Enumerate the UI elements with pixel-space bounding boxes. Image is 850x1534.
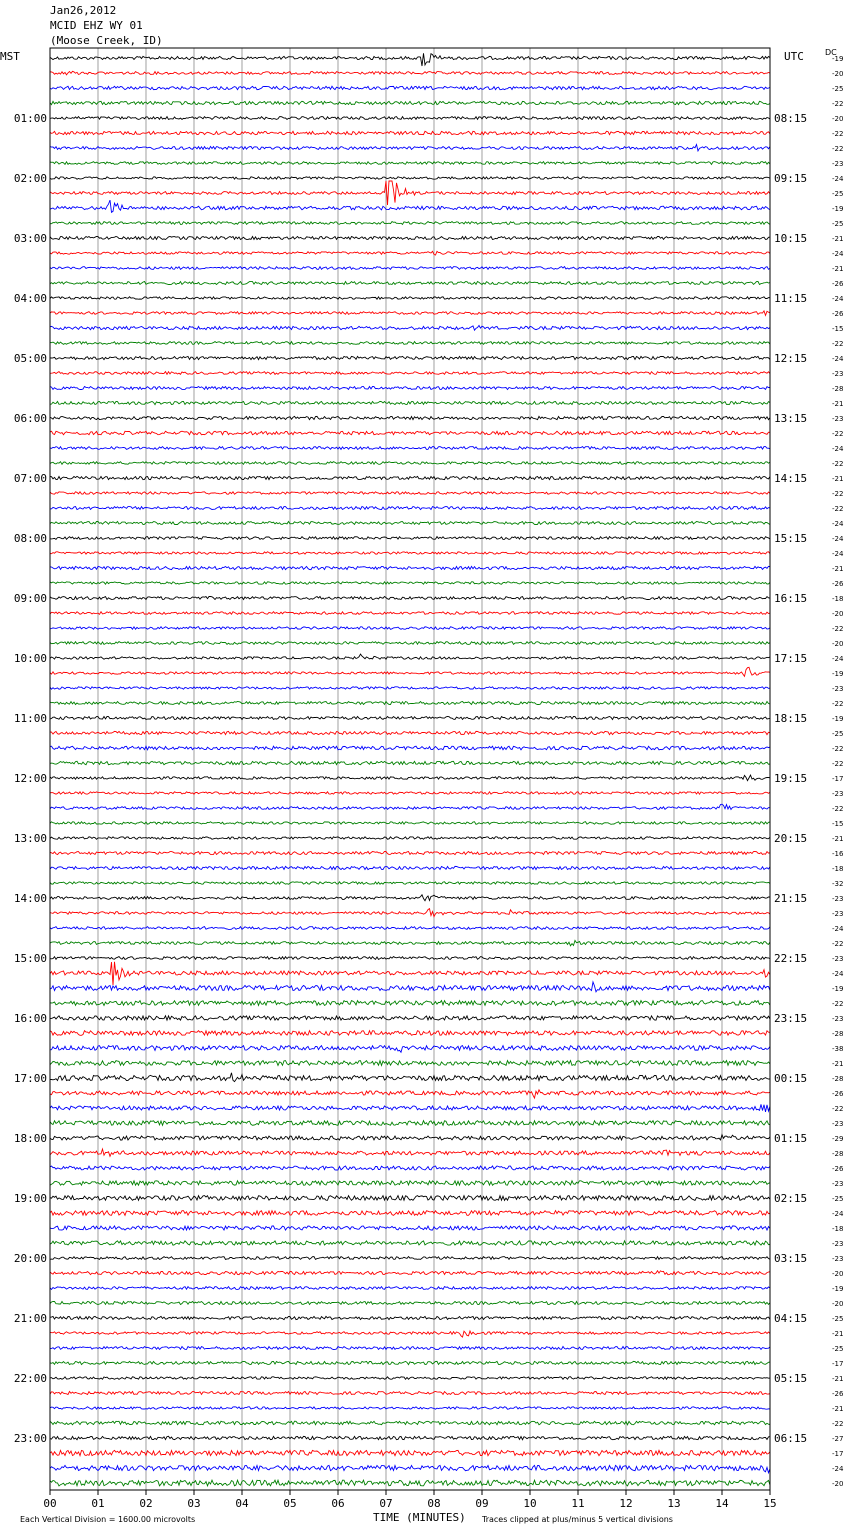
dc-offset: -17 xyxy=(832,1450,844,1458)
dc-offset: -22 xyxy=(832,625,844,633)
dc-offset: -22 xyxy=(832,460,844,468)
dc-offset: -24 xyxy=(832,250,844,258)
x-tick-label: 12 xyxy=(619,1497,633,1510)
dc-offset: -22 xyxy=(832,940,844,948)
mst-hour-label: 22:00 xyxy=(13,1372,47,1385)
seismic-trace xyxy=(50,1287,770,1290)
seismic-trace xyxy=(50,1392,770,1395)
seismic-trace xyxy=(50,267,770,270)
dc-offset: -25 xyxy=(832,730,844,738)
seismic-trace xyxy=(50,1361,770,1364)
seismic-trace xyxy=(50,1465,770,1472)
seismic-trace xyxy=(50,1271,770,1275)
seismic-trace xyxy=(50,1149,770,1156)
seismic-trace xyxy=(50,200,770,212)
seismic-trace xyxy=(50,1316,770,1319)
dc-offset: -21 xyxy=(832,235,844,243)
seismic-trace xyxy=(50,237,770,240)
seismic-trace xyxy=(50,462,770,465)
utc-hour-label: 22:15 xyxy=(774,952,808,965)
mst-hour-label: 15:00 xyxy=(13,952,47,965)
dc-offset: -23 xyxy=(832,370,844,378)
x-tick-label: 00 xyxy=(43,1497,57,1510)
seismic-trace xyxy=(50,1181,770,1185)
seismic-trace xyxy=(50,1090,770,1098)
x-tick-label: 05 xyxy=(283,1497,297,1510)
dc-offset: -22 xyxy=(832,430,844,438)
utc-hour-label: 04:15 xyxy=(774,1312,808,1325)
seismic-trace xyxy=(50,372,770,375)
seismic-trace xyxy=(50,1031,770,1036)
dc-offset: -21 xyxy=(832,1405,844,1413)
dc-offset: -23 xyxy=(832,895,844,903)
dc-offset: -22 xyxy=(832,1105,844,1113)
dc-offset: -22 xyxy=(832,490,844,498)
seismic-trace xyxy=(50,71,770,75)
utc-hour-label: 10:15 xyxy=(774,232,808,245)
utc-hour-label: 00:15 xyxy=(774,1072,808,1085)
dc-offset: -15 xyxy=(832,820,844,828)
utc-label: UTC xyxy=(784,50,804,63)
seismic-trace xyxy=(50,642,770,645)
x-tick-label: 08 xyxy=(427,1497,441,1510)
clip-note: Traces clipped at plus/minus 5 vertical divisions xyxy=(482,1515,673,1524)
seismic-trace xyxy=(50,162,770,165)
mst-hour-label: 07:00 xyxy=(13,472,47,485)
dc-offset: -23 xyxy=(832,1015,844,1023)
seismic-trace xyxy=(50,940,770,945)
utc-hour-label: 11:15 xyxy=(774,292,808,305)
dc-offset: -23 xyxy=(832,1180,844,1188)
seismic-trace xyxy=(50,1331,770,1337)
mst-hour-label: 03:00 xyxy=(13,232,47,245)
dc-offset: -23 xyxy=(832,685,844,693)
dc-offset: -21 xyxy=(832,475,844,483)
seismic-trace xyxy=(50,311,770,316)
seismic-trace xyxy=(50,1257,770,1260)
seismic-trace xyxy=(50,447,770,450)
seismic-trace xyxy=(50,746,770,750)
seismic-trace xyxy=(50,851,770,854)
mst-hour-label: 19:00 xyxy=(13,1192,47,1205)
mst-hour-label: 14:00 xyxy=(13,892,47,905)
dc-offset: -28 xyxy=(832,1075,844,1083)
utc-hour-label: 09:15 xyxy=(774,172,808,185)
mst-hour-label: 06:00 xyxy=(13,412,47,425)
seismic-trace xyxy=(50,667,770,676)
seismic-trace xyxy=(50,822,770,825)
dc-offset: -23 xyxy=(832,160,844,168)
dc-offset: -21 xyxy=(832,400,844,408)
seismic-trace xyxy=(50,1196,770,1201)
dc-offset: -20 xyxy=(832,1480,844,1488)
seismic-trace xyxy=(50,416,770,419)
dc-offset: -21 xyxy=(832,835,844,843)
seismic-trace xyxy=(50,131,770,134)
dc-offset: -25 xyxy=(832,1195,844,1203)
station-location: (Moose Creek, ID) xyxy=(50,34,163,47)
x-tick-label: 15 xyxy=(763,1497,777,1510)
seismic-trace xyxy=(50,792,770,794)
seismic-trace xyxy=(50,342,770,345)
utc-hour-label: 17:15 xyxy=(774,652,808,665)
utc-hour-label: 21:15 xyxy=(774,892,808,905)
seismic-trace xyxy=(50,1211,770,1216)
seismic-trace xyxy=(50,1046,770,1053)
seismic-trace xyxy=(50,775,770,781)
seismic-trace xyxy=(50,222,770,225)
seismic-trace xyxy=(50,1001,770,1006)
dc-offset: -21 xyxy=(832,1375,844,1383)
mst-hour-label: 12:00 xyxy=(13,772,47,785)
seismic-trace xyxy=(50,582,770,584)
x-tick-label: 03 xyxy=(187,1497,201,1510)
seismic-trace xyxy=(50,1377,770,1380)
dc-offset: -17 xyxy=(832,1360,844,1368)
seismic-trace xyxy=(50,1166,770,1170)
dc-offset: -24 xyxy=(832,970,844,978)
mst-hour-label: 08:00 xyxy=(13,532,47,545)
utc-hour-label: 13:15 xyxy=(774,412,808,425)
dc-offset: -24 xyxy=(832,1465,844,1473)
station-code: MCID EHZ WY 01 xyxy=(50,19,143,32)
dc-offset: -24 xyxy=(832,355,844,363)
utc-hour-label: 08:15 xyxy=(774,112,808,125)
dc-offset: -26 xyxy=(832,310,844,318)
dc-offset: -26 xyxy=(832,580,844,588)
seismic-trace xyxy=(50,476,770,479)
dc-offset: -25 xyxy=(832,1315,844,1323)
mst-label: MST xyxy=(0,50,20,63)
dc-offset: -23 xyxy=(832,910,844,918)
seismic-trace xyxy=(50,1421,770,1425)
dc-offset: -19 xyxy=(832,205,844,213)
seismic-trace xyxy=(50,1016,770,1020)
dc-offset: -22 xyxy=(832,505,844,513)
seismic-trace xyxy=(50,731,770,734)
dc-offset: -25 xyxy=(832,220,844,228)
dc-offset: -23 xyxy=(832,1240,844,1248)
dc-offset: -26 xyxy=(832,1090,844,1098)
utc-hour-label: 20:15 xyxy=(774,832,808,845)
dc-offset: -28 xyxy=(832,1150,844,1158)
dc-offset: -22 xyxy=(832,745,844,753)
seismic-trace xyxy=(50,982,770,992)
seismic-trace xyxy=(50,1241,770,1245)
seismic-trace xyxy=(50,962,770,985)
dc-offset: -28 xyxy=(832,1030,844,1038)
dc-offset: -28 xyxy=(832,385,844,393)
dc-offset: -32 xyxy=(832,880,844,888)
seismic-trace xyxy=(50,297,770,299)
seismic-trace xyxy=(50,866,770,869)
dc-offset: -23 xyxy=(832,415,844,423)
utc-hour-label: 12:15 xyxy=(774,352,808,365)
dc-offset: -22 xyxy=(832,1420,844,1428)
dc-offset: -24 xyxy=(832,535,844,543)
dc-offset: -27 xyxy=(832,1435,844,1443)
dc-offset: -22 xyxy=(832,145,844,153)
dc-offset: -22 xyxy=(832,130,844,138)
utc-hour-label: 03:15 xyxy=(774,1252,808,1265)
dc-offset: -21 xyxy=(832,1060,844,1068)
dc-offset: -24 xyxy=(832,550,844,558)
dc-offset: -21 xyxy=(832,565,844,573)
seismic-trace xyxy=(50,1104,770,1112)
mst-hour-label: 18:00 xyxy=(13,1132,47,1145)
dc-offset: -16 xyxy=(832,850,844,858)
dc-offset: -20 xyxy=(832,640,844,648)
seismic-trace xyxy=(50,687,770,689)
seismic-trace xyxy=(50,401,770,404)
seismic-trace xyxy=(50,654,770,659)
dc-offset: -15 xyxy=(832,325,844,333)
dc-offset: -25 xyxy=(832,190,844,198)
utc-hour-label: 05:15 xyxy=(774,1372,808,1385)
seismic-trace xyxy=(50,927,770,930)
seismic-trace xyxy=(50,522,770,525)
seismic-trace xyxy=(50,356,770,359)
seismic-trace xyxy=(50,177,770,179)
dc-offset: -18 xyxy=(832,595,844,603)
utc-hour-label: 01:15 xyxy=(774,1132,808,1145)
x-tick-label: 02 xyxy=(139,1497,153,1510)
mst-hour-label: 21:00 xyxy=(13,1312,47,1325)
mst-hour-label: 02:00 xyxy=(13,172,47,185)
mst-hour-label: 11:00 xyxy=(13,712,47,725)
utc-hour-label: 16:15 xyxy=(774,592,808,605)
mst-hour-label: 01:00 xyxy=(13,112,47,125)
dc-offset: -24 xyxy=(832,295,844,303)
dc-offset: -24 xyxy=(832,925,844,933)
utc-hour-label: 15:15 xyxy=(774,532,808,545)
dc-offset: -29 xyxy=(832,1135,844,1143)
x-tick-label: 06 xyxy=(331,1497,345,1510)
plot-date: Jan26,2012 xyxy=(50,4,117,17)
x-tick-label: 09 xyxy=(475,1497,489,1510)
dc-offset: -20 xyxy=(832,1300,844,1308)
dc-offset: -24 xyxy=(832,175,844,183)
dc-offset: -23 xyxy=(832,955,844,963)
mst-hour-label: 05:00 xyxy=(13,352,47,365)
utc-hour-label: 02:15 xyxy=(774,1192,808,1205)
mst-hour-label: 17:00 xyxy=(13,1072,47,1085)
seismic-trace xyxy=(50,1135,770,1140)
x-tick-label: 11 xyxy=(571,1497,585,1510)
utc-time-labels xyxy=(774,112,807,1445)
dc-offset: -24 xyxy=(832,445,844,453)
dc-offset: -38 xyxy=(832,1045,844,1053)
scale-note: Each Vertical Division = 1600.00 microvolts xyxy=(20,1515,196,1524)
mst-hour-label: 23:00 xyxy=(13,1432,47,1445)
mst-hour-label: 09:00 xyxy=(13,592,47,605)
seismic-trace xyxy=(50,909,770,917)
mst-hour-label: 04:00 xyxy=(13,292,47,305)
dc-offset: -23 xyxy=(832,1255,844,1263)
dc-offset: -22 xyxy=(832,760,844,768)
x-tick-label: 01 xyxy=(91,1497,105,1510)
seismic-trace xyxy=(50,431,770,435)
dc-offset: -19 xyxy=(832,715,844,723)
dc-offset: -22 xyxy=(832,340,844,348)
seismic-trace xyxy=(50,597,770,600)
seismic-trace xyxy=(50,717,770,720)
seismic-trace xyxy=(50,895,770,901)
seismic-trace xyxy=(50,326,770,331)
dc-offset: -20 xyxy=(832,1270,844,1278)
dc-label: DC xyxy=(825,48,837,57)
mst-hour-label: 10:00 xyxy=(13,652,47,665)
seismic-trace xyxy=(50,612,770,615)
seismic-trace xyxy=(50,1226,770,1230)
dc-offset: -23 xyxy=(832,790,844,798)
x-tick-label: 10 xyxy=(523,1497,537,1510)
dc-offset: -25 xyxy=(832,85,844,93)
seismic-trace xyxy=(50,387,770,390)
dc-offset: -20 xyxy=(832,70,844,78)
dc-offset: -19 xyxy=(832,55,844,63)
seismic-trace xyxy=(50,804,770,809)
dc-offset: -24 xyxy=(832,520,844,528)
dc-offset-labels xyxy=(832,55,844,1488)
mst-hour-label: 13:00 xyxy=(13,832,47,845)
seismic-trace xyxy=(50,552,770,554)
seismic-trace xyxy=(50,181,770,205)
seismic-trace xyxy=(50,1061,770,1066)
seismic-trace xyxy=(50,86,770,89)
seismic-trace xyxy=(50,507,770,510)
dc-offset: -24 xyxy=(832,1210,844,1218)
dc-offset: -24 xyxy=(832,655,844,663)
seismic-trace xyxy=(50,1121,770,1126)
utc-hour-label: 14:15 xyxy=(774,472,808,485)
dc-offset: -18 xyxy=(832,1225,844,1233)
utc-hour-label: 19:15 xyxy=(774,772,808,785)
dc-offset: -22 xyxy=(832,1000,844,1008)
seismic-traces xyxy=(50,53,770,1486)
seismic-trace xyxy=(50,537,770,540)
seismic-trace xyxy=(50,117,770,120)
dc-offset: -17 xyxy=(832,775,844,783)
seismic-trace xyxy=(50,251,770,255)
seismic-trace xyxy=(50,53,770,66)
x-tick-label: 13 xyxy=(667,1497,681,1510)
seismic-trace xyxy=(50,1073,770,1082)
mst-time-labels xyxy=(14,112,47,1445)
seismic-trace xyxy=(50,882,770,884)
seismic-trace xyxy=(50,101,770,104)
dc-offset: -18 xyxy=(832,865,844,873)
dc-offset: -26 xyxy=(832,280,844,288)
utc-hour-label: 23:15 xyxy=(774,1012,808,1025)
x-tick-label: 04 xyxy=(235,1497,249,1510)
seismic-trace xyxy=(50,761,770,764)
dc-offset: -19 xyxy=(832,670,844,678)
dc-offset: -19 xyxy=(832,1285,844,1293)
dc-offset: -22 xyxy=(832,805,844,813)
seismic-trace xyxy=(50,1347,770,1350)
dc-offset: -25 xyxy=(832,1345,844,1353)
seismic-trace xyxy=(50,702,770,705)
dc-offset: -21 xyxy=(832,1330,844,1338)
dc-offset: -20 xyxy=(832,610,844,618)
seismic-trace xyxy=(50,1407,770,1409)
seismic-trace xyxy=(50,627,770,630)
seismic-trace xyxy=(50,1436,770,1439)
x-axis-title: TIME (MINUTES) xyxy=(373,1511,466,1524)
mst-hour-label: 20:00 xyxy=(13,1252,47,1265)
seismic-trace xyxy=(50,1480,770,1486)
dc-offset: -20 xyxy=(832,115,844,123)
dc-offset: -22 xyxy=(832,700,844,708)
seismic-trace xyxy=(50,1302,770,1305)
seismic-trace xyxy=(50,492,770,495)
utc-hour-label: 18:15 xyxy=(774,712,808,725)
x-tick-label: 07 xyxy=(379,1497,393,1510)
x-tick-label: 14 xyxy=(715,1497,729,1510)
dc-offset: -26 xyxy=(832,1390,844,1398)
dc-offset: -22 xyxy=(832,100,844,108)
x-tick-labels xyxy=(43,1490,776,1510)
utc-hour-label: 06:15 xyxy=(774,1432,808,1445)
dc-offset: -19 xyxy=(832,985,844,993)
seismic-trace xyxy=(50,566,770,569)
seismic-trace xyxy=(50,282,770,285)
seismic-trace xyxy=(50,145,770,151)
seismic-trace xyxy=(50,1450,770,1455)
dc-offset: -21 xyxy=(832,265,844,273)
dc-offset: -26 xyxy=(832,1165,844,1173)
mst-hour-label: 16:00 xyxy=(13,1012,47,1025)
seismic-trace xyxy=(50,837,770,840)
dc-offset: -23 xyxy=(832,1120,844,1128)
seismic-trace xyxy=(50,957,770,960)
